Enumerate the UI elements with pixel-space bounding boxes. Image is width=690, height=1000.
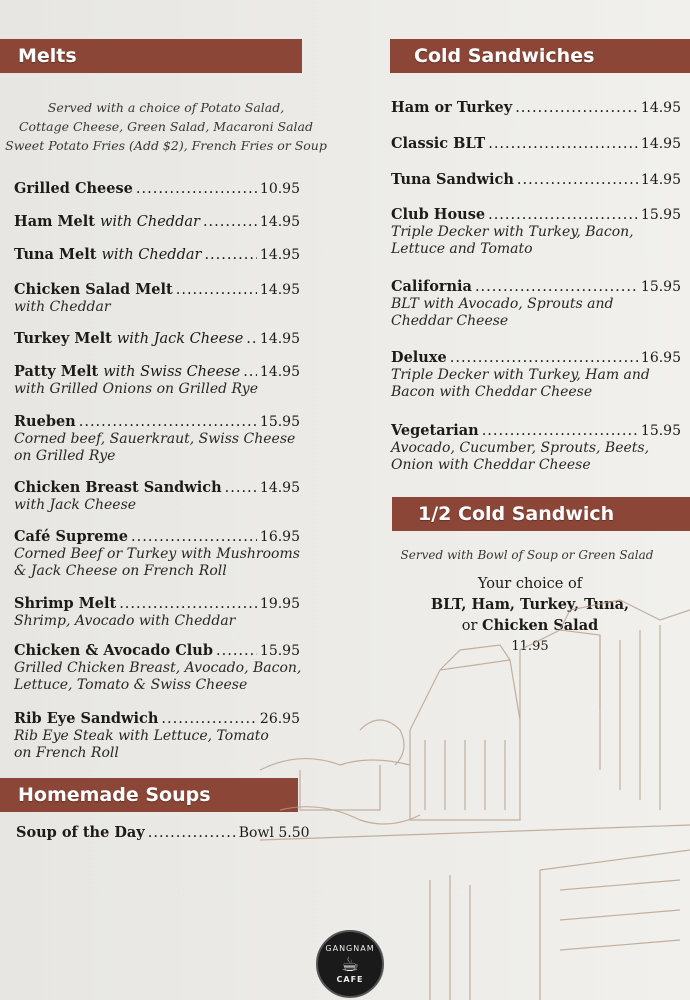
menu-item [14, 363, 300, 398]
menu-item-row [391, 278, 681, 296]
menu-item-description: BLT with Avocado, Sprouts and [391, 296, 614, 312]
menu-item-row [391, 135, 681, 153]
menu-item-description: on Grilled Rye [14, 448, 116, 464]
menu-item-description: with Cheddar [14, 299, 111, 315]
menu-item-modifier: with Swiss Cheese [103, 364, 241, 380]
menu-item [391, 349, 681, 401]
menu-item-price: 14.95 [259, 247, 300, 263]
melts-header [0, 39, 302, 73]
leader-dots [475, 279, 638, 296]
menu-item-modifier: with Jack Cheese [116, 331, 244, 347]
leader-dots [136, 181, 257, 198]
menu-item-price: 14.95 [640, 172, 681, 188]
menu-item-price: 14.95 [259, 214, 300, 230]
half-line2: BLT, Ham, Turkey, Tuna, [430, 596, 630, 613]
cafe-sketch-illustration [260, 590, 690, 1000]
menu-item [391, 422, 681, 474]
menu-item [14, 595, 300, 630]
leader-dots [216, 643, 257, 660]
leader-dots [131, 529, 257, 546]
menu-item-row [391, 422, 681, 440]
menu-item [14, 710, 300, 762]
menu-item-price: 14.95 [259, 364, 300, 380]
menu-item [14, 281, 300, 316]
menu-item-price: 15.95 [259, 643, 300, 659]
half-line3-pre: or [461, 618, 483, 634]
menu-item [391, 135, 681, 153]
menu-item-row [14, 413, 300, 431]
leader-dots [119, 596, 257, 613]
menu-item-price: 15.95 [640, 207, 681, 223]
menu-item [14, 413, 300, 465]
leader-dots [148, 825, 236, 842]
menu-item-row [14, 246, 300, 264]
menu-item-description: on French Roll [14, 745, 119, 761]
half-line3-bold: Chicken Salad [482, 617, 599, 634]
menu-item [391, 206, 681, 258]
menu-item-description: Grilled Chicken Breast, Avocado, Bacon, [14, 660, 302, 676]
menu-item-name: Classic BLT [391, 135, 486, 152]
menu-item-description: Lettuce and Tomato [391, 241, 533, 257]
menu-item [14, 180, 300, 198]
half-title: 1/2 Cold Sandwich [418, 503, 615, 525]
menu-item-price: 26.95 [259, 711, 300, 727]
menu-item-name: Deluxe [391, 349, 447, 366]
menu-item-price: 15.95 [640, 279, 681, 295]
menu-item [14, 330, 300, 348]
logo-top-text: GANGNAM [325, 944, 375, 953]
leader-dots [450, 350, 638, 367]
soups-header [0, 778, 298, 812]
cafe-logo [316, 930, 384, 998]
menu-item-row [14, 180, 300, 198]
leader-dots [161, 711, 257, 728]
menu-item [391, 171, 681, 189]
menu-item-name: Café Supreme [14, 528, 129, 545]
menu-item-description: Triple Decker with Turkey, Ham and [391, 367, 650, 383]
half-price: 11.95 [511, 639, 549, 654]
leader-dots [225, 480, 257, 497]
soup-price: Bowl 5.50 [238, 825, 310, 841]
coffee-cup-icon: ☕ [341, 952, 359, 976]
menu-item-price: 14.95 [259, 480, 300, 496]
menu-item-row [14, 479, 300, 497]
leader-dots [488, 136, 638, 153]
menu-item-price: 15.95 [640, 423, 681, 439]
logo-bottom-text: CAFE [336, 975, 364, 984]
cold-header [390, 39, 690, 73]
menu-item-description: Rib Eye Steak with Lettuce, Tomato [14, 728, 269, 744]
menu-item-row [14, 213, 300, 231]
menu-item-row [14, 595, 300, 613]
menu-item-price: 15.95 [259, 414, 300, 430]
menu-item-description: Corned beef, Sauerkraut, Swiss Cheese [14, 431, 296, 447]
menu-item-row [14, 330, 300, 348]
menu-item-price: 16.95 [259, 529, 300, 545]
menu-item-description: Lettuce, Tomato & Swiss Cheese [14, 677, 248, 693]
menu-item-name: Patty Melt [14, 363, 99, 380]
leader-dots [176, 282, 257, 299]
half-line1: Your choice of [477, 576, 583, 592]
menu-item-price: 19.95 [259, 596, 300, 612]
menu-item-name: Chicken Breast Sandwich [14, 479, 222, 496]
melts-intro-line: Sweet Potato Fries (Add $2), French Fries or Soup [5, 138, 327, 153]
menu-item-row [14, 281, 300, 299]
menu-item-modifier: with Cheddar [101, 247, 202, 263]
leader-dots [517, 172, 638, 189]
menu-item-price: 10.95 [259, 181, 300, 197]
menu-item-description: Avocado, Cucumber, Sprouts, Beets, [391, 440, 650, 456]
menu-item [14, 642, 300, 694]
menu-item-name: Chicken Salad Melt [14, 281, 173, 298]
cold-title: Cold Sandwiches [414, 45, 595, 67]
menu-item-row [391, 171, 681, 189]
menu-item-name: Rib Eye Sandwich [14, 710, 159, 727]
menu-item-description: & Jack Cheese on French Roll [14, 563, 227, 579]
melts-intro [0, 98, 332, 155]
menu-item-description: with Grilled Onions on Grilled Rye [14, 381, 259, 397]
menu-item [14, 528, 300, 580]
half-header [392, 497, 690, 531]
melts-title: Melts [18, 45, 77, 67]
menu-item [14, 246, 300, 264]
menu-item [14, 479, 300, 514]
menu-item-name: California [391, 278, 472, 295]
soup-name: Soup of the Day [16, 824, 145, 841]
menu-item-name: Chicken & Avocado Club [14, 642, 213, 659]
menu-item-description: with Jack Cheese [14, 497, 137, 513]
menu-item [14, 213, 300, 231]
menu-item-modifier: with Cheddar [99, 214, 200, 230]
menu-item-name: Shrimp Melt [14, 595, 117, 612]
menu-item-row [14, 528, 300, 546]
menu-item-row [391, 206, 681, 224]
menu-item-description: Cheddar Cheese [391, 313, 509, 329]
leader-dots [204, 247, 256, 264]
soups-title: Homemade Soups [18, 784, 211, 806]
menu-item-row [14, 710, 300, 728]
menu-item-row [14, 363, 300, 381]
leader-dots [515, 100, 638, 117]
menu-item-description: Corned Beef or Turkey with Mushrooms [14, 546, 300, 562]
menu-item-name: Tuna Melt [14, 246, 97, 263]
leader-dots [79, 414, 257, 431]
menu-item-description: Bacon with Cheddar Cheese [391, 384, 593, 400]
menu-item-price: 14.95 [259, 331, 300, 347]
menu-item-row [391, 349, 681, 367]
menu-item [391, 99, 681, 117]
melts-intro-line: Served with a choice of Potato Salad, [47, 100, 285, 115]
menu-item-name: Vegetarian [391, 422, 479, 439]
menu-item-description: Shrimp, Avocado with Cheddar [14, 613, 236, 629]
leader-dots [203, 214, 257, 231]
menu-item-price: 14.95 [259, 282, 300, 298]
menu-item-name: Club House [391, 206, 486, 223]
leader-dots [482, 423, 638, 440]
leader-dots [243, 364, 257, 381]
menu-item-price: 14.95 [640, 136, 681, 152]
leader-dots [488, 207, 638, 224]
menu-item-name: Ham or Turkey [391, 99, 513, 116]
menu-item-row [14, 642, 300, 660]
menu-item-description: Triple Decker with Turkey, Bacon, [391, 224, 634, 240]
menu-item-name: Ham Melt [14, 213, 95, 230]
menu-item-price: 14.95 [640, 100, 681, 116]
menu-item-name: Tuna Sandwich [391, 171, 514, 188]
melts-intro-line: Cottage Cheese, Green Salad, Macaroni Salad [18, 119, 314, 134]
menu-item-row [391, 99, 681, 117]
menu-item-name: Turkey Melt [14, 330, 112, 347]
menu-item-name: Rueben [14, 413, 76, 430]
menu-item-price: 16.95 [640, 350, 681, 366]
leader-dots [246, 331, 257, 348]
menu-item-description: Onion with Cheddar Cheese [391, 457, 591, 473]
menu-item-name: Grilled Cheese [14, 180, 133, 197]
half-intro: Served with Bowl of Soup or Green Salad [400, 548, 654, 562]
menu-item [391, 278, 681, 330]
